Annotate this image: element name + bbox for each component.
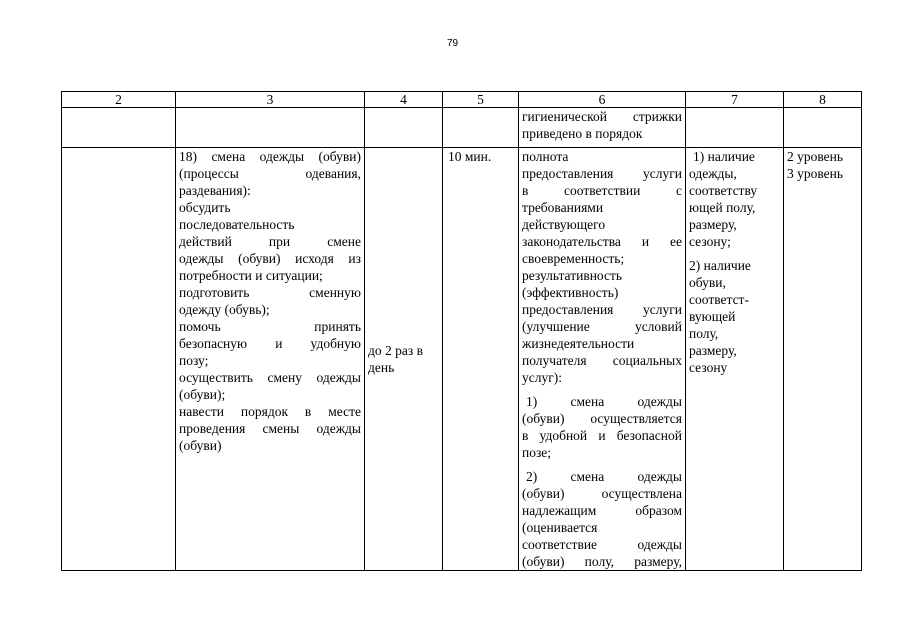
text-line: 2 уровень xyxy=(787,149,844,164)
text-line: (обуви); xyxy=(179,387,226,402)
table-cell xyxy=(443,108,519,148)
text-line: потребности и ситуации; xyxy=(179,268,323,283)
text-line: результативность xyxy=(522,268,623,283)
text-line: одежды, xyxy=(689,166,737,181)
quality-criteria-cell xyxy=(519,148,686,571)
text-line: (эффективность) xyxy=(522,285,619,300)
duration-cell xyxy=(443,148,519,571)
column-header: 2 xyxy=(62,92,176,108)
text-line: надлежащим образом xyxy=(522,503,682,518)
text-line: жизнедеятельности xyxy=(522,336,635,351)
text-line: соответству xyxy=(689,183,758,198)
column-header: 7 xyxy=(686,92,784,108)
text-line: соответствие одежды xyxy=(522,537,682,552)
text-line: 3 уровень xyxy=(787,166,844,181)
text-line: раздевания): xyxy=(179,183,251,198)
text-line: 1) наличие xyxy=(693,149,755,164)
column-header: 3 xyxy=(176,92,365,108)
text-line: в удобной и безопасной xyxy=(522,428,682,443)
table-cell xyxy=(176,108,365,148)
table-cell xyxy=(62,148,176,571)
text-line: позе; xyxy=(522,445,552,460)
table-row xyxy=(62,108,862,148)
text-line: полу, xyxy=(689,326,719,341)
text-line: предоставления услуги xyxy=(522,166,682,181)
level-cell xyxy=(784,148,862,571)
text-line: вующей xyxy=(689,309,736,324)
text-line: подготовить сменную xyxy=(179,285,361,300)
text-line: действий при смене xyxy=(179,234,361,249)
text-line: 2) наличие xyxy=(689,258,751,273)
text-line: в соответствии с xyxy=(522,183,682,198)
text-line: гигиенической стрижки xyxy=(522,109,682,124)
text-line: размеру, xyxy=(689,217,737,232)
text-line: своевременность; xyxy=(522,251,625,266)
column-number-row xyxy=(62,92,862,108)
table-cell xyxy=(686,108,784,148)
text-line: законодательства и ее xyxy=(522,234,682,249)
text-line: (обуви) осуществлена xyxy=(522,486,682,501)
table-cell xyxy=(784,108,862,148)
text-line: 18) смена одежды (обуви) xyxy=(179,149,361,164)
text-line: осуществить смену одежды xyxy=(179,370,361,385)
text-line: предоставления услуги xyxy=(522,302,682,317)
hygienic-haircut-cell xyxy=(519,108,686,148)
text-line: (обуви) полу, размеру, xyxy=(522,554,682,569)
text-line: полнота xyxy=(522,149,569,164)
service-description-cell xyxy=(176,148,365,571)
text-line: соответст- xyxy=(689,292,749,307)
indicators-cell xyxy=(686,148,784,571)
text-line: 2) смена одежды xyxy=(526,469,682,484)
text-line: услуг): xyxy=(522,370,563,385)
text-line: проведения смены одежды xyxy=(179,421,361,436)
frequency-cell xyxy=(365,148,443,571)
text-line: позу; xyxy=(179,353,209,368)
requirements-table xyxy=(61,91,862,571)
text-line: последовательность xyxy=(179,217,295,232)
text-line: безопасную и удобную xyxy=(179,336,361,351)
text-line: приведено в порядок xyxy=(522,126,643,141)
text-line: (процессы одевания, xyxy=(179,166,361,181)
column-header: 8 xyxy=(784,92,862,108)
column-header: 6 xyxy=(519,92,686,108)
text-line: обсудить xyxy=(179,200,231,215)
text-line: одежду (обувь); xyxy=(179,302,270,317)
text-line: сезону xyxy=(689,360,728,375)
text-line: (обуви) xyxy=(179,438,222,453)
text-line: ющей полу, xyxy=(689,200,756,215)
text-line: требованиями xyxy=(522,200,604,215)
text-line: (обуви) осуществляется xyxy=(522,411,682,426)
text-line: действующего xyxy=(522,217,606,232)
text-line: (улучшение условий xyxy=(522,319,682,334)
column-header: 5 xyxy=(443,92,519,108)
text-line: размеру, xyxy=(689,343,737,358)
text-line: одежды (обуви) исходя из xyxy=(179,251,361,266)
page-number: 79 xyxy=(446,38,459,49)
text-line: сезону; xyxy=(689,234,731,249)
text-line: день xyxy=(368,360,395,375)
text-line: 10 мин. xyxy=(448,149,492,164)
table-cell xyxy=(365,108,443,148)
text-line: (оценивается xyxy=(522,520,598,535)
table-cell xyxy=(62,108,176,148)
text-line: 1) смена одежды xyxy=(526,394,682,409)
column-header: 4 xyxy=(365,92,443,108)
text-line: навести порядок в месте xyxy=(179,404,361,419)
text-line: помочь принять xyxy=(179,319,361,334)
text-line: до 2 раз в xyxy=(368,343,423,358)
text-line: получателя социальных xyxy=(522,353,682,368)
text-line: обуви, xyxy=(689,275,726,290)
table-row xyxy=(62,148,862,571)
